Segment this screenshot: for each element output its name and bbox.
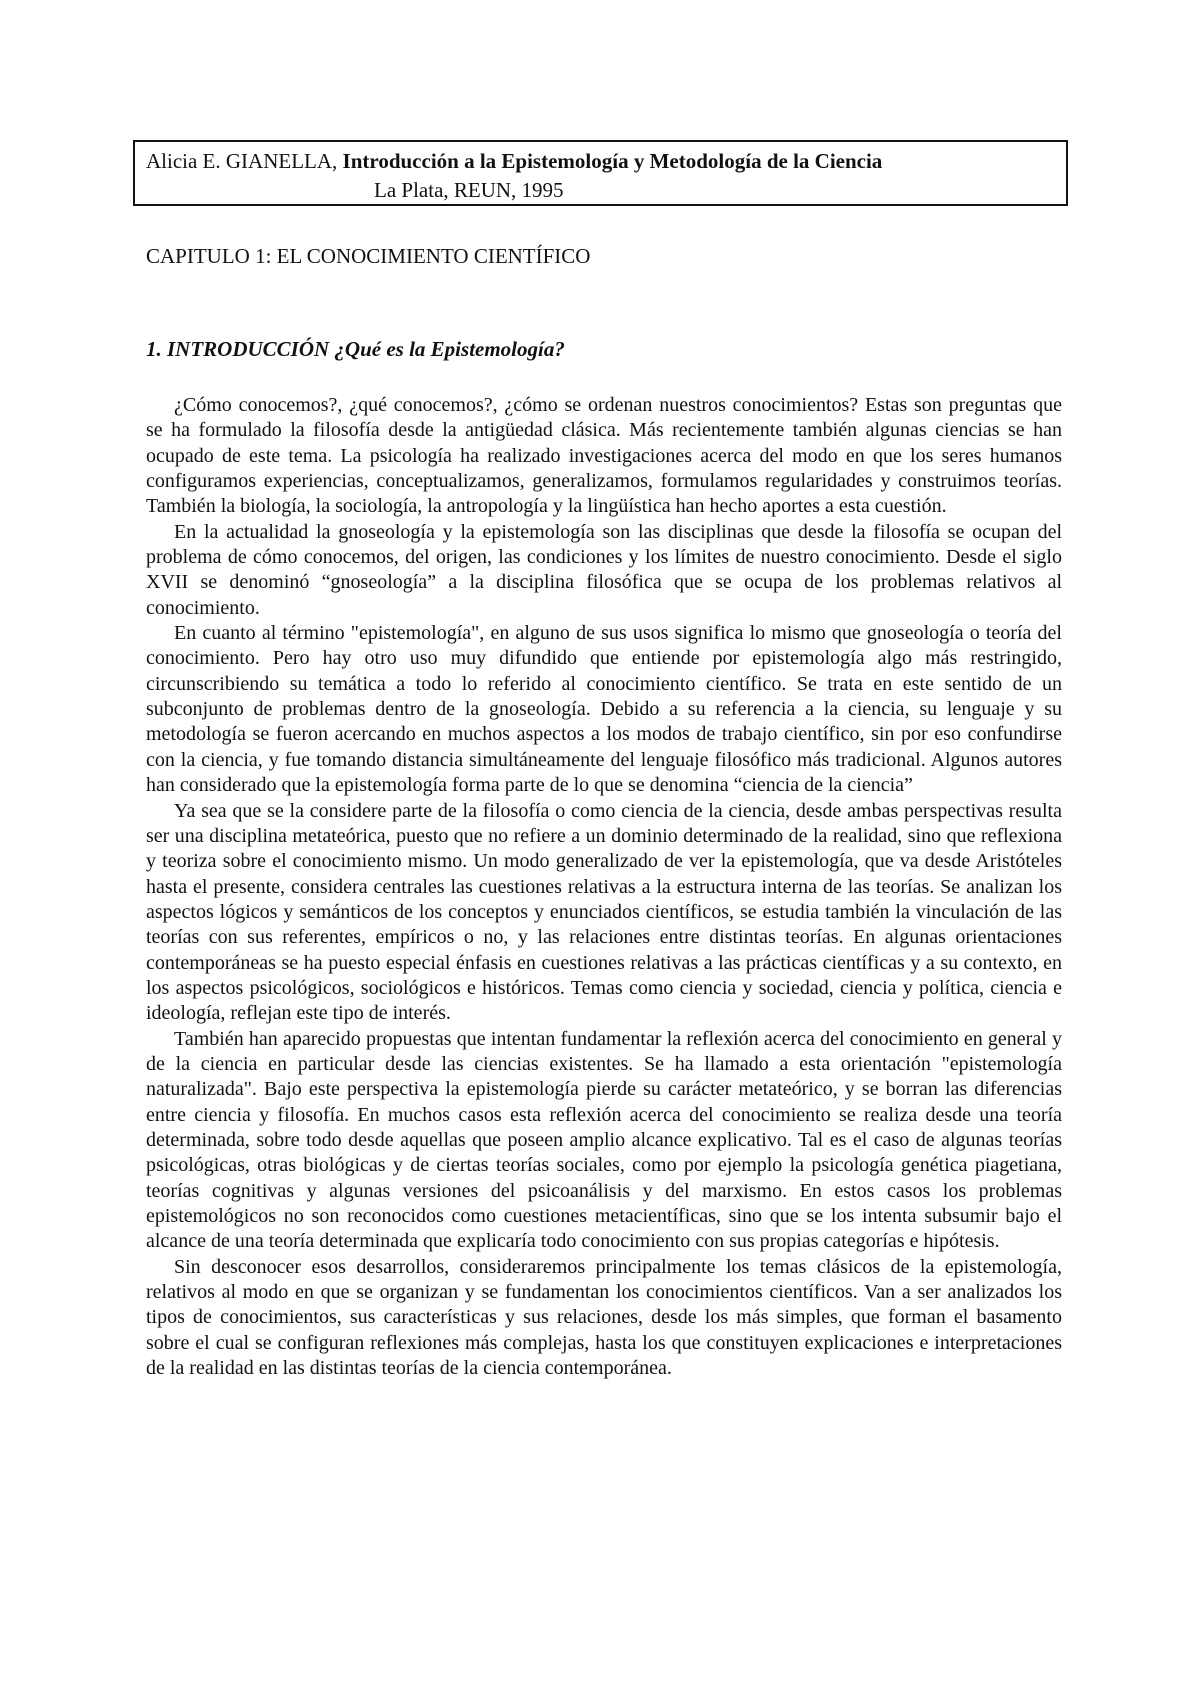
citation-book-title: Introducción a la Epistemología y Metodología de la Ciencia [342,149,883,173]
chapter-title: CAPITULO 1: EL CONOCIMIENTO CIENTÍFICO [146,244,591,268]
paragraph: En cuanto al término "epistemología", en alguno de sus usos significa lo mismo que gnoseología o teoría del conocimiento. Pero hay otro uso muy difundido que entiende por epistemología algo más restringido, circunscribiendo su temática a todo lo referido al conocimiento científico. Se trata en este sentido de un subconjunto de problemas dentro de la gnoseología. Debido a su referencia a la ciencia, su lenguaje y su metodología se fueron acercando en muchos aspectos a los modos de trabajo científico, sin por eso confundirse con la ciencia, y fue tomando distancia simultáneamente del lenguaje filosófico más tradicional. Algunos autores han considerado que la epistemología forma parte de lo que se denomina “ciencia de la ciencia” [146,622,1062,797]
paragraph: En la actualidad la gnoseología y la epistemología son las disciplinas que desde la filosofía se ocupan del problema de cómo conocemos, del origen, las condiciones y los límites de nuestro conocimiento. Desde el siglo XVII se denominó “gnoseología” a la disciplina filosófica que se ocupa de los problemas relativos al conocimiento. [146,520,1062,619]
citation-author: Alicia E. GIANELLA, [146,149,338,173]
citation-publication: La Plata, REUN, 1995 [374,178,564,202]
citation-line [146,148,882,174]
paragraph: También han aparecido propuestas que intentan fundamentar la reflexión acerca del conocimiento en general y de la ciencia en particular desde las ciencias existentes. Se ha llamado a esta orientación "epistemología naturalizada". Bajo este perspectiva la epistemología pierde su carácter metateórico, y se borran las diferencias entre ciencia y filosofía. En muchos casos esta reflexión acerca del conocimiento se realiza desde una teoría determinada, sobre todo desde aquellas que poseen amplio alcance explicativo. Tal es el caso de algunas teorías psicológicas, otras biológicas y de ciertas teorías sociales, como por ejemplo la psicología genética piagetiana, teorías cognitivas y algunas versiones del psicoanálisis y del marxismo. En estos casos los problemas epistemológicos no son reconocidos como cuestiones metacientíficas, sino que se los intenta subsumir bajo el alcance de una teoría determinada que explicaría todo conocimiento con sus propias categorías e hipótesis. [146,1027,1062,1253]
body-text [146,393,1062,1381]
section-heading: 1. INTRODUCCIÓN ¿Qué es la Epistemología? [146,337,565,361]
paragraph: ¿Cómo conocemos?, ¿qué conocemos?, ¿cómo se ordenan nuestros conocimientos? Estas son preguntas que se ha formulado la filosofía desde la antigüedad clásica. Más recientemente también algunas ciencias se han ocupado de este tema. La psicología ha realizado investigaciones acerca del modo en que los seres humanos configuramos experiencias, conceptualizamos, generalizamos, formulamos regularidades y construimos teorías. También la biología, la sociología, la antropología y la lingüística han hecho aportes a esta cuestión. [146,394,1062,518]
paragraph: Sin desconocer esos desarrollos, consideraremos principalmente los temas clásicos de la epistemología, relativos al modo en que se organizan y se fundamentan los conocimientos científicos. Van a ser analizados los tipos de conocimientos, sus características y sus relaciones, desde los más simples, que forman el basamento sobre el cual se configuran reflexiones más complejas, hasta los que constituyen explicaciones e interpretaciones de la realidad en las distintas teorías de la ciencia contemporánea. [146,1255,1062,1380]
paragraph: Ya sea que se la considere parte de la filosofía o como ciencia de la ciencia, desde ambas perspectivas resulta ser una disciplina metateórica, puesto que no refiere a un dominio determinado de la realidad, sino que reflexiona y teoriza sobre el conocimiento mismo. Un modo generalizado de ver la epistemología, que va desde Aristóteles hasta el presente, considera centrales las cuestiones relativas a la estructura interna de las teorías. Se analizan los aspectos lógicos y semánticos de los conceptos y enunciados científicos, se estudia también la vinculación de las teorías con sus referentes, empíricos o no, y las relaciones entre distintas teorías. En algunas orientaciones contemporáneas se ha puesto especial énfasis en cuestiones relativas a las prácticas científicas y a su contexto, en los aspectos psicológicos, sociológicos e históricos. Temas como ciencia y sociedad, ciencia y política, ciencia e ideología, reflejan este tipo de interés. [146,799,1062,1025]
